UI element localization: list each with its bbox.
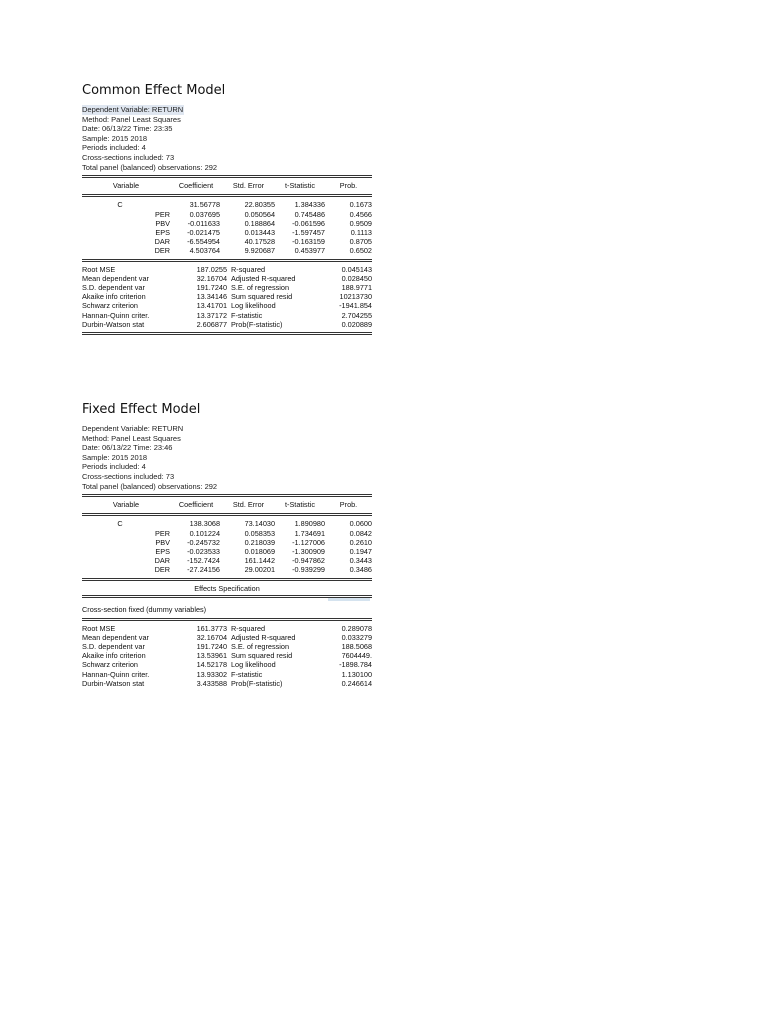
table-cell: -6.554954 [187, 237, 220, 247]
stat-label: Hannan-Quinn criter. [82, 669, 150, 679]
stat-value: 191.7240 [196, 641, 227, 651]
table-cell: 0.218039 [244, 537, 275, 547]
coefficient-table [82, 516, 372, 577]
stat-value: 2.704255 [341, 310, 372, 320]
meta-line: Total panel (balanced) observations: 292 [82, 481, 218, 491]
stat-label: S.E. of regression [231, 282, 289, 292]
stat-label: Akaike info criterion [82, 651, 146, 661]
table-cell: 0.4566 [349, 209, 372, 219]
coefficient-table [82, 197, 372, 258]
stat-label: Sum squared resid [231, 292, 293, 302]
table-cell: -0.061596 [292, 218, 325, 228]
column-header: Coefficient [178, 500, 214, 510]
column-header: Variable [112, 500, 140, 510]
table-cell: 31.56778 [189, 200, 220, 210]
table-cell: -1.597457 [292, 227, 325, 237]
stat-value: 13.93302 [196, 669, 227, 679]
column-header: Std. Error [232, 181, 265, 191]
meta-line: Periods included: 4 [82, 143, 146, 153]
table-cell: -0.021475 [187, 227, 220, 237]
stat-value: 13.53961 [196, 651, 227, 661]
column-header: Prob. [339, 181, 358, 191]
meta-line: Dependent Variable: RETURN [82, 424, 184, 433]
meta-line: Sample: 2015 2018 [82, 452, 148, 462]
section-title: Fixed Effect Model [82, 402, 201, 417]
stat-value: 191.7240 [196, 282, 227, 292]
table-cell: 1.384336 [294, 200, 325, 210]
meta-line: Method: Panel Least Squares [82, 114, 181, 124]
table-cell: 22.80355 [244, 200, 275, 210]
meta-line: Cross-sections included: 73 [82, 471, 175, 481]
meta-line: Cross-sections included: 73 [82, 152, 175, 162]
stat-label: S.D. dependent var [82, 282, 145, 292]
table-cell: EPS [155, 227, 170, 237]
stat-label: S.E. of regression [231, 641, 289, 651]
stat-value: 14.52178 [196, 660, 227, 670]
common-effect-section [82, 83, 372, 335]
stat-label: Log likelihood [231, 660, 276, 670]
table-cell: -1.300909 [292, 546, 325, 556]
regression-meta [82, 424, 372, 491]
summary-stats [82, 262, 372, 332]
stat-value: 13.34146 [196, 292, 227, 302]
column-header: t-Statistic [284, 181, 315, 191]
stat-value: 161.3773 [196, 623, 227, 633]
table-cell: 0.1947 [349, 546, 372, 556]
table-cell: DER [154, 565, 170, 575]
table-cell: 1.890980 [294, 519, 325, 529]
fixed-effect-section [82, 402, 372, 691]
table-cell: 161.1442 [244, 556, 275, 566]
table-cell: -27.24156 [187, 565, 220, 575]
stat-label: Root MSE [82, 623, 116, 633]
stat-label: F-statistic [231, 310, 263, 320]
meta-line: Method: Panel Least Squares [82, 433, 181, 443]
stat-value: 2.606877 [196, 319, 227, 329]
column-header: t-Statistic [284, 500, 315, 510]
column-header: Coefficient [178, 181, 214, 191]
stat-label: Hannan-Quinn criter. [82, 310, 150, 320]
stat-value: -1941.854 [339, 301, 372, 311]
stat-label: R-squared [231, 264, 266, 274]
table-cell: 9.920687 [244, 246, 275, 256]
table-cell: 0.0600 [349, 519, 372, 529]
table-cell: -0.163159 [292, 237, 325, 247]
table-cell: 0.9509 [349, 218, 372, 228]
stat-label: Durbin-Watson stat [82, 319, 145, 329]
effects-row: Cross-section fixed (dummy variables) [82, 604, 207, 614]
stat-label: Adjusted R-squared [231, 632, 296, 642]
stat-value: 1.130100 [341, 669, 372, 679]
stat-label: S.D. dependent var [82, 641, 145, 651]
table-header [82, 497, 372, 513]
table-cell: 0.037695 [189, 209, 220, 219]
table-cell: 0.1673 [349, 200, 372, 210]
table-cell: 0.018069 [244, 546, 275, 556]
column-header: Variable [112, 181, 140, 191]
table-cell: 0.0842 [349, 528, 372, 538]
stat-label: F-statistic [231, 669, 263, 679]
meta-line: Total panel (balanced) observations: 292 [82, 162, 218, 172]
table-cell: 0.6502 [349, 246, 372, 256]
stat-label: Schwarz criterion [82, 660, 138, 670]
stat-value: 187.0255 [196, 264, 227, 274]
section-title: Common Effect Model [82, 83, 226, 98]
table-cell: 0.3443 [349, 556, 372, 566]
table-cell: 40.17528 [244, 237, 275, 247]
table-cell: DAR [154, 556, 170, 566]
table-cell: PER [154, 528, 170, 538]
stat-value: 0.020889 [341, 319, 372, 329]
table-cell: PBV [155, 537, 170, 547]
stat-value: 7604449. [341, 651, 372, 661]
table-cell: 0.8705 [349, 237, 372, 247]
table-cell: -0.947862 [292, 556, 325, 566]
stat-label: R-squared [231, 623, 266, 633]
table-cell: EPS [155, 546, 170, 556]
stat-label: Root MSE [82, 264, 116, 274]
table-cell: 4.503764 [189, 246, 220, 256]
stat-value: 0.246614 [341, 678, 372, 688]
meta-line: Date: 06/13/22 Time: 23:35 [82, 124, 173, 134]
stat-label: Mean dependent var [82, 273, 149, 283]
meta-line: Dependent Variable: RETURN [82, 105, 184, 114]
stat-value: 188.9771 [341, 282, 372, 292]
table-cell: PBV [155, 218, 170, 228]
meta-line: Date: 06/13/22 Time: 23:46 [82, 443, 173, 453]
table-cell: -1.127006 [292, 537, 325, 547]
stat-value: 0.045143 [341, 264, 372, 274]
stat-label: Adjusted R-squared [231, 273, 296, 283]
stat-value: 0.028450 [341, 273, 372, 283]
stat-label: Mean dependent var [82, 632, 149, 642]
table-cell: 73.14030 [244, 519, 275, 529]
table-cell: 138.3068 [189, 519, 220, 529]
stat-value: 13.41701 [196, 301, 227, 311]
meta-line: Periods included: 4 [82, 462, 146, 472]
column-header: Std. Error [232, 500, 265, 510]
column-header: Prob. [339, 500, 358, 510]
meta-line: Sample: 2015 2018 [82, 133, 148, 143]
table-cell: -0.011633 [187, 218, 220, 228]
table-cell: -0.939299 [292, 565, 325, 575]
table-cell: 0.058353 [244, 528, 275, 538]
summary-stats [82, 621, 372, 691]
table-cell: -0.023533 [187, 546, 220, 556]
stat-value: 3.433588 [196, 678, 227, 688]
effects-specification-title: Effects Specification [194, 583, 260, 593]
stat-value: 0.289078 [341, 623, 372, 633]
table-cell: 0.2610 [349, 537, 372, 547]
table-cell: 0.453977 [294, 246, 325, 256]
table-header [82, 178, 372, 194]
stat-value: 10213730 [339, 292, 372, 302]
stat-label: Sum squared resid [231, 651, 293, 661]
table-cell: PER [154, 209, 170, 219]
stat-label: Akaike info criterion [82, 292, 146, 302]
table-cell: -0.245732 [187, 537, 220, 547]
table-cell: C [117, 200, 123, 210]
stat-label: Log likelihood [231, 301, 276, 311]
stat-value: 32.16704 [196, 632, 227, 642]
stat-value: 32.16704 [196, 273, 227, 283]
table-cell: 0.013443 [244, 227, 275, 237]
table-cell: DER [154, 246, 170, 256]
stat-label: Schwarz criterion [82, 301, 138, 311]
table-cell: 0.745486 [294, 209, 325, 219]
table-cell: -152.7424 [187, 556, 220, 566]
table-cell: 1.734691 [294, 528, 325, 538]
stat-value: 0.033279 [341, 632, 372, 642]
table-cell: 0.1113 [350, 227, 372, 237]
table-cell: 0.101224 [189, 528, 220, 538]
stat-value: -1898.784 [339, 660, 372, 670]
stat-value: 188.5068 [341, 641, 372, 651]
table-cell: 0.3486 [349, 565, 372, 575]
table-cell: C [117, 519, 123, 529]
table-cell: 0.188864 [244, 218, 275, 228]
table-cell: DAR [154, 237, 170, 247]
stat-value: 13.37172 [196, 310, 227, 320]
stat-label: Durbin-Watson stat [82, 678, 145, 688]
table-rule [82, 332, 372, 335]
stat-label: Prob(F-statistic) [231, 319, 283, 329]
stat-label: Prob(F-statistic) [231, 678, 283, 688]
table-cell: 29.00201 [244, 565, 275, 575]
regression-meta [82, 105, 372, 172]
table-cell: 0.050564 [244, 209, 275, 219]
